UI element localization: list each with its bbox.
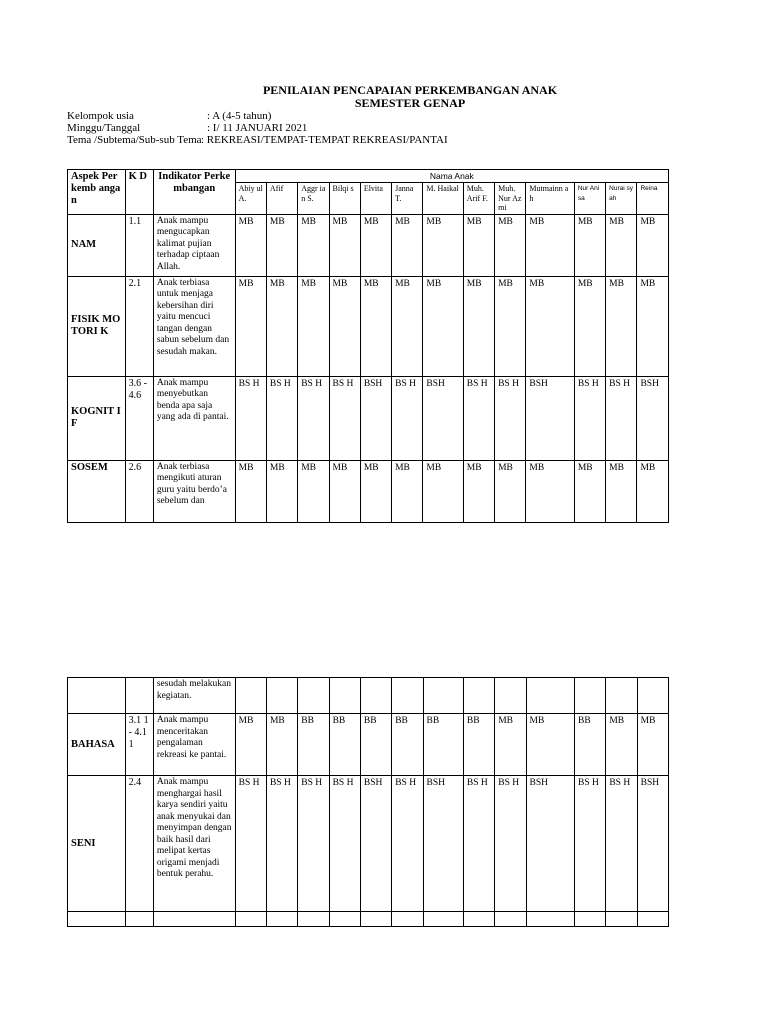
- score-cell: MB: [298, 214, 329, 276]
- score-cell: [392, 912, 423, 927]
- student-name-header: Aggr ian S.: [298, 183, 329, 215]
- score-cell: [298, 678, 329, 714]
- score-cell: [423, 678, 463, 714]
- score-cell: BSH: [423, 376, 463, 460]
- student-name-header: Afif: [266, 183, 297, 215]
- document-title-line1: PENILAIAN PENCAPAIAN PERKEMBANGAN ANAK: [262, 83, 558, 97]
- info-row-minggu-tanggal: [67, 122, 308, 134]
- score-cell: MB: [235, 714, 266, 776]
- score-cell: BB: [463, 714, 494, 776]
- table-row: [68, 376, 669, 460]
- info-value: : A (4-5 tahun): [207, 110, 272, 122]
- table-row: [68, 714, 669, 776]
- table-row: [68, 276, 669, 376]
- score-cell: MB: [329, 276, 360, 376]
- score-cell: MB: [495, 276, 526, 376]
- score-cell: MB: [463, 214, 494, 276]
- info-value: : I/ 11 JANUARI 2021: [207, 122, 308, 134]
- assessment-table-part-2: [67, 677, 669, 927]
- score-cell: BS H: [329, 376, 360, 460]
- score-cell: BS H: [235, 776, 266, 912]
- score-cell: BS H: [298, 776, 329, 912]
- indikator-cell: Anak terbiasa untuk menjaga kebersihan diri yaitu mencuci tangan dengan sabun sebelum dan sesudah makan.: [153, 276, 235, 376]
- score-cell: BB: [575, 714, 606, 776]
- table-row: [68, 678, 669, 714]
- score-cell: BS H: [575, 776, 606, 912]
- student-name-header: Elvita: [360, 183, 391, 215]
- student-name-header: Nurai syah: [606, 183, 637, 215]
- score-cell: [392, 678, 423, 714]
- score-cell: BS H: [235, 376, 266, 460]
- score-cell: BS H: [495, 776, 526, 912]
- score-cell: MB: [526, 460, 574, 522]
- score-cell: [360, 678, 391, 714]
- score-cell: [463, 678, 494, 714]
- score-cell: [606, 678, 637, 714]
- student-name-header: Abiy ul A.: [235, 183, 266, 215]
- student-name-header: Reina: [637, 183, 669, 215]
- score-cell: MB: [360, 460, 391, 522]
- indikator-cell: Anak mampu mengucapkan kalimat pujian terhadap ciptaan Allah.: [153, 214, 235, 276]
- score-cell: MB: [266, 214, 297, 276]
- score-cell: MB: [298, 460, 329, 522]
- table-row: [68, 912, 669, 927]
- score-cell: MB: [495, 460, 526, 522]
- score-cell: MB: [423, 460, 463, 522]
- score-cell: BS H: [606, 376, 637, 460]
- score-cell: [637, 912, 668, 927]
- score-cell: BSH: [637, 776, 668, 912]
- kd-cell: 2.6: [125, 460, 153, 522]
- score-cell: BS H: [463, 376, 494, 460]
- score-cell: MB: [392, 460, 423, 522]
- student-name-header: M. Haikal: [423, 183, 463, 215]
- score-cell: [329, 678, 360, 714]
- score-cell: [360, 912, 391, 927]
- score-cell: MB: [574, 460, 605, 522]
- aspek-cell: KOGNIT IF: [68, 376, 126, 460]
- score-cell: [266, 678, 297, 714]
- score-cell: MB: [360, 276, 391, 376]
- score-cell: [463, 912, 494, 927]
- kd-cell: 2.4: [125, 776, 153, 912]
- score-cell: [526, 912, 574, 927]
- kd-cell: 3.6 - 4.6: [125, 376, 153, 460]
- info-label: Minggu/Tanggal: [67, 122, 141, 134]
- score-cell: MB: [574, 276, 605, 376]
- table-row: [68, 214, 669, 276]
- score-cell: MB: [423, 276, 463, 376]
- document-title-line2: SEMESTER GENAP: [354, 96, 466, 110]
- aspek-cell: BAHASA: [68, 714, 126, 776]
- aspek-cell: FISIK MOTORI K: [68, 276, 126, 376]
- table-row: [68, 460, 669, 522]
- score-cell: MB: [329, 214, 360, 276]
- info-value: : REKREASI/TEMPAT-TEMPAT REKREASI/PANTAI: [201, 134, 448, 146]
- student-name-header: Mutmainn ah: [526, 183, 574, 215]
- indikator-cell: Anak mampu menceritakan pengalaman rekreasi ke pantai.: [153, 714, 235, 776]
- score-cell: BSH: [526, 776, 574, 912]
- info-label: Tema /Subtema/Sub-sub Tema: [67, 134, 202, 146]
- score-cell: BB: [392, 714, 423, 776]
- score-cell: BS H: [329, 776, 360, 912]
- score-cell: MB: [329, 460, 360, 522]
- kd-cell: [125, 678, 153, 714]
- header-nama-anak: Nama Anak: [235, 170, 668, 183]
- score-cell: BS H: [266, 776, 297, 912]
- indikator-cell: [153, 912, 235, 927]
- score-cell: MB: [637, 276, 669, 376]
- score-cell: BSH: [360, 776, 391, 912]
- score-cell: BS H: [392, 376, 423, 460]
- score-cell: MB: [360, 214, 391, 276]
- student-name-header: Muh. Arif F.: [463, 183, 494, 215]
- assessment-table-part-1: [67, 169, 669, 523]
- score-cell: BS H: [574, 376, 605, 460]
- info-row-kelompok-usia: [67, 110, 272, 122]
- score-cell: [526, 678, 574, 714]
- score-cell: BS H: [463, 776, 494, 912]
- indikator-cell: Anak mampu menyebutkan benda apa saja yang ada di pantai.: [153, 376, 235, 460]
- score-cell: BSH: [526, 376, 574, 460]
- score-cell: [495, 912, 526, 927]
- score-cell: MB: [266, 714, 297, 776]
- kd-cell: [125, 912, 153, 927]
- score-cell: MB: [266, 460, 297, 522]
- score-cell: [266, 912, 297, 927]
- score-cell: [606, 912, 637, 927]
- info-label: Kelompok usia: [67, 110, 134, 122]
- score-cell: [495, 678, 526, 714]
- table-row: [68, 776, 669, 912]
- score-cell: BS H: [392, 776, 423, 912]
- indikator-cell: sesudah melakukan kegiatan.: [153, 678, 235, 714]
- info-row-tema: [67, 134, 448, 146]
- score-cell: MB: [235, 214, 266, 276]
- score-cell: MB: [574, 214, 605, 276]
- student-name-header: Bilqi s: [329, 183, 360, 215]
- score-cell: [575, 678, 606, 714]
- aspek-cell: NAM: [68, 214, 126, 276]
- student-name-header: Nur Anisa: [574, 183, 605, 215]
- score-cell: BB: [298, 714, 329, 776]
- header-indikator: Indikator Perkembangan: [153, 170, 235, 215]
- score-cell: BS H: [606, 776, 637, 912]
- header-aspek: Aspek Perkemb angan: [68, 170, 126, 215]
- score-cell: BB: [360, 714, 391, 776]
- indikator-cell: Anak terbiasa mengikuti aturan guru yaitu berdo’a sebelum dan: [153, 460, 235, 522]
- score-cell: MB: [392, 276, 423, 376]
- score-cell: BB: [423, 714, 463, 776]
- score-cell: MB: [637, 214, 669, 276]
- score-cell: BS H: [266, 376, 297, 460]
- score-cell: MB: [606, 214, 637, 276]
- score-cell: MB: [463, 460, 494, 522]
- score-cell: MB: [606, 714, 637, 776]
- score-cell: [423, 912, 463, 927]
- score-cell: BS H: [495, 376, 526, 460]
- score-cell: [235, 678, 266, 714]
- score-cell: MB: [637, 714, 668, 776]
- score-cell: MB: [637, 460, 669, 522]
- score-cell: MB: [235, 460, 266, 522]
- score-cell: MB: [526, 714, 574, 776]
- score-cell: BB: [329, 714, 360, 776]
- aspek-cell: [68, 678, 126, 714]
- score-cell: BSH: [423, 776, 463, 912]
- score-cell: MB: [526, 276, 574, 376]
- score-cell: MB: [606, 276, 637, 376]
- score-cell: MB: [526, 214, 574, 276]
- score-cell: [637, 678, 668, 714]
- header-kd: K D: [125, 170, 153, 215]
- student-name-header: Janna T.: [392, 183, 423, 215]
- score-cell: [329, 912, 360, 927]
- score-cell: MB: [606, 460, 637, 522]
- score-cell: [298, 912, 329, 927]
- kd-cell: 2.1: [125, 276, 153, 376]
- kd-cell: 3.1 1- 4.1 1: [125, 714, 153, 776]
- score-cell: MB: [392, 214, 423, 276]
- score-cell: [575, 912, 606, 927]
- kd-cell: 1.1: [125, 214, 153, 276]
- score-cell: MB: [495, 214, 526, 276]
- aspek-cell: SOSEM: [68, 460, 126, 522]
- score-cell: BSH: [637, 376, 669, 460]
- score-cell: MB: [463, 276, 494, 376]
- score-cell: BSH: [360, 376, 391, 460]
- score-cell: MB: [235, 276, 266, 376]
- score-cell: MB: [298, 276, 329, 376]
- score-cell: [235, 912, 266, 927]
- score-cell: MB: [423, 214, 463, 276]
- score-cell: BS H: [298, 376, 329, 460]
- score-cell: MB: [266, 276, 297, 376]
- aspek-cell: [68, 912, 126, 927]
- student-name-header: Muh. Nur Azmi: [495, 183, 526, 215]
- indikator-cell: Anak mampu menghargai hasil karya sendiri yaitu anak menyukai dan menyimpan dengan baik hasil dari melipat kertas origami menjadi bentuk perahu.: [153, 776, 235, 912]
- aspek-cell: SENI: [68, 776, 126, 912]
- score-cell: MB: [495, 714, 526, 776]
